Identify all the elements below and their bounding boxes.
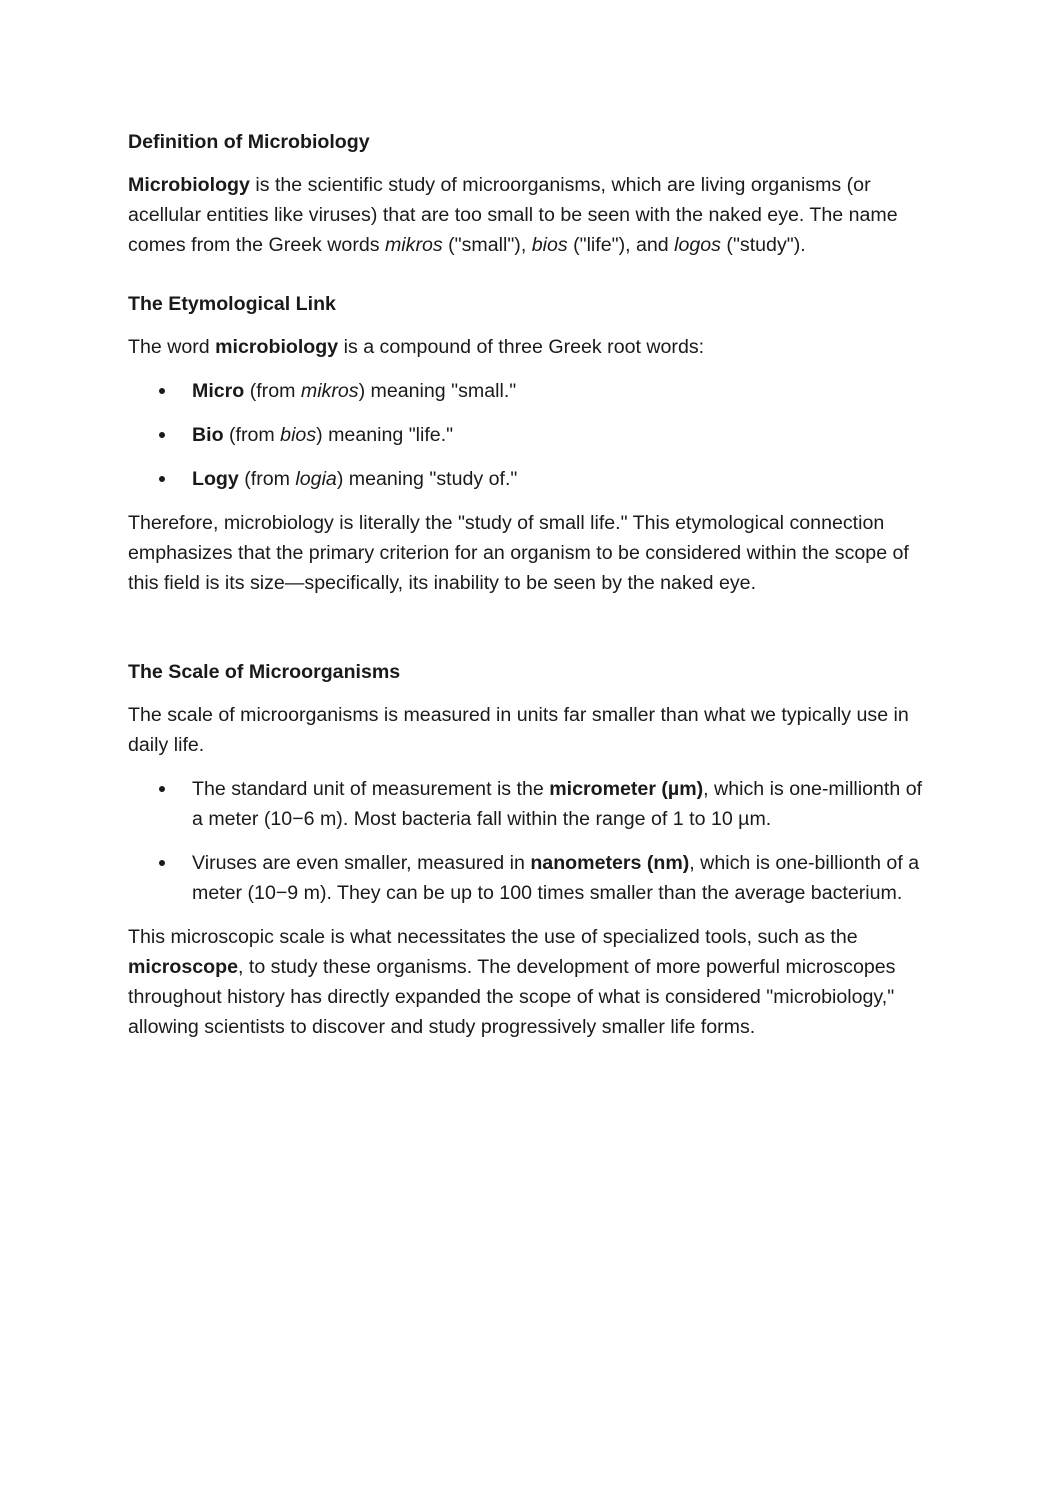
etymology-intro: The word microbiology is a compound of three Greek root words: <box>128 336 705 358</box>
heading-etymology: The Etymological Link <box>128 293 336 315</box>
scale-outro: This microscopic scale is what necessitates the use of specialized tools, such as the microscope, to study these organisms. The development of more powerful microscopes throughout history has directly expanded the scope of what is considered "microbiology," allowing scientists to discover and study progressively smaller life forms. <box>128 926 896 1038</box>
heading-definition: Definition of Microbiology <box>128 131 370 153</box>
bullet-icon <box>159 432 165 438</box>
list-item: Bio (from bios) meaning "life." <box>128 420 928 450</box>
bullet-icon <box>159 786 165 792</box>
greek-logos: logos <box>674 234 721 256</box>
greek-bios: bios <box>531 234 568 256</box>
bullet-icon <box>159 476 165 482</box>
term-microbiology: microbiology <box>215 336 339 358</box>
term-microscope: microscope <box>128 956 238 978</box>
scale-intro: The scale of microorganisms is measured in units far smaller than what we typically use in daily life. <box>128 704 909 756</box>
list-item: Viruses are even smaller, measured in nanometers (nm), which is one-billionth of a meter (10−9 m). They can be up to 100 times smaller than the average bacterium. <box>128 848 928 908</box>
document-page <box>128 128 928 1042</box>
etymology-list <box>128 376 928 494</box>
etymology-conclusion: Therefore, microbiology is literally the "study of small life." This etymological connection emphasizes that the primary criterion for an organism to be considered within the scope of this field is its size—specifically, its inability to be seen by the naked eye. <box>128 512 909 594</box>
greek-mikros: mikros <box>384 234 443 256</box>
heading-scale: The Scale of Microorganisms <box>128 661 401 683</box>
bullet-icon <box>159 388 165 394</box>
definition-paragraph: Microbiology is the scientific study of microorganisms, which are living organisms (or acellular entities like viruses) that are too small to be seen with the naked eye. The name comes from the Greek words mikros ("small"), bios ("life"), and logos ("study"). <box>128 174 898 256</box>
list-item: The standard unit of measurement is the micrometer (µm), which is one-millionth of a meter (10−6 m). Most bacteria fall within the range of 1 to 10 µm. <box>128 774 928 834</box>
list-item: Micro (from mikros) meaning "small." <box>128 376 928 406</box>
term-microbiology: Microbiology <box>128 174 250 196</box>
bullet-icon <box>159 860 165 866</box>
list-item: Logy (from logia) meaning "study of." <box>128 464 928 494</box>
scale-list <box>128 774 928 908</box>
